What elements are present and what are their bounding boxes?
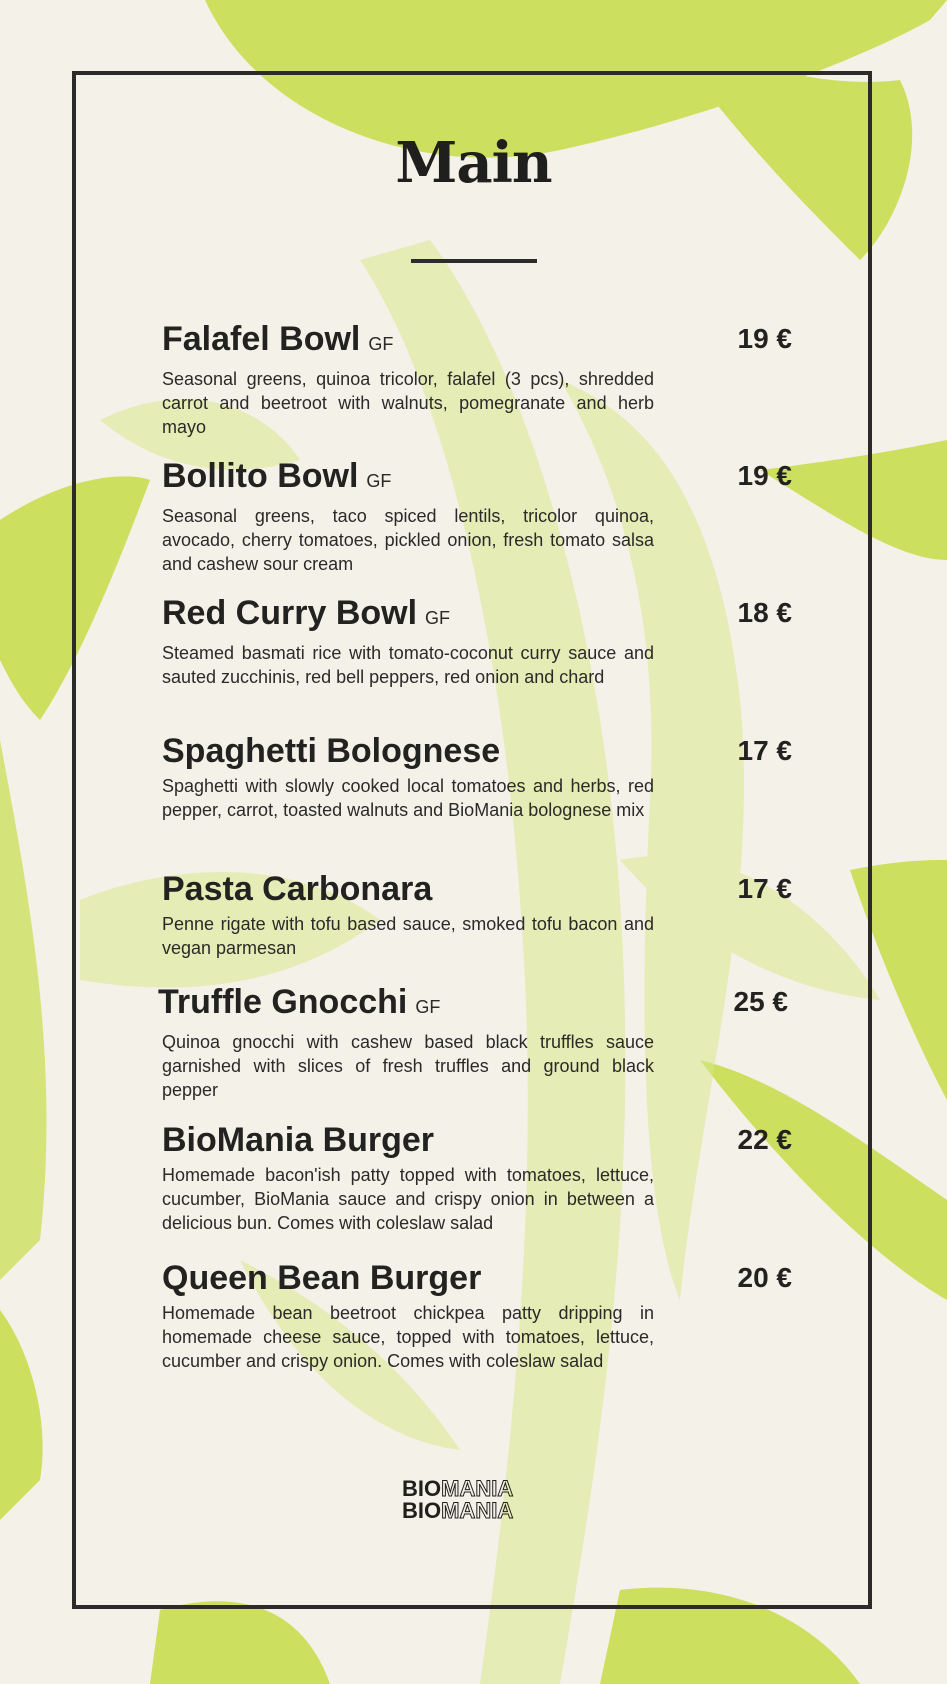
item-description: Homemade bacon'ish patty topped with tomatoes, lettuce, cucumber, BioMania sauce and crispy onion in between a delicious bun. Comes with coleslaw salad [162,1165,654,1233]
item-price: 22 € [737,1124,792,1155]
menu-item [162,456,792,576]
item-description: Seasonal greens, taco spiced lentils, tricolor quinoa, avocado, cherry tomatoes, pickled onion, fresh tomato salsa and cashew sour cream [162,506,654,574]
item-description: Quinoa gnocchi with cashew based black truffles sauce garnished with slices of fresh truffles and ground black pepper [162,1032,654,1100]
menu-item [162,1258,792,1373]
title-divider [411,259,537,263]
item-description: Spaghetti with slowly cooked local tomatoes and herbs, red pepper, carrot, toasted walnuts and BioMania bolognese mix [162,776,654,820]
menu-item [162,593,792,689]
item-price: 18 € [737,597,792,628]
menu-item [162,319,792,439]
item-name: Red Curry Bowl GF [162,594,451,632]
item-name: Falafel Bowl GF [162,320,394,358]
item-name: Truffle Gnocchi GF [158,983,441,1021]
item-name: Bollito Bowl GF [162,457,392,495]
biomania-logo: BIOMANIA BIOMANIA [402,1476,514,1523]
item-description: Homemade bean beetroot chickpea patty dripping in homemade cheese sauce, topped with tomatoes, lettuce, cucumber and crispy onion. Comes with coleslaw salad [162,1303,654,1371]
menu-item [162,1120,792,1235]
item-price: 17 € [737,873,792,904]
item-name: Spaghetti Bolognese [162,732,501,770]
item-tag: GF [425,608,451,628]
item-description: Steamed basmati rice with tomato-coconut curry sauce and sauted zucchinis, red bell peppers, red onion and chard [162,643,654,687]
item-name: BioMania Burger [162,1121,435,1159]
item-name: Pasta Carbonara [162,870,433,908]
item-description: Seasonal greens, quinoa tricolor, falafel (3 pcs), shredded carrot and beetroot with walnuts, pomegranate and herb mayo [162,369,654,437]
item-tag: GF [368,334,394,354]
item-price: 20 € [737,1262,792,1293]
item-price: 19 € [737,460,792,491]
page-title: Main [395,130,552,196]
menu-item [162,731,792,822]
item-name: Queen Bean Burger [162,1259,482,1297]
menu-item [158,982,788,1102]
item-price: 19 € [737,323,792,354]
menu-frame [72,71,872,1609]
item-tag: GF [366,471,392,491]
item-description: Penne rigate with tofu based sauce, smoked tofu bacon and vegan parmesan [162,914,654,958]
item-price: 25 € [733,986,788,1017]
item-price: 17 € [737,735,792,766]
menu-item [162,869,792,960]
item-tag: GF [415,997,441,1017]
